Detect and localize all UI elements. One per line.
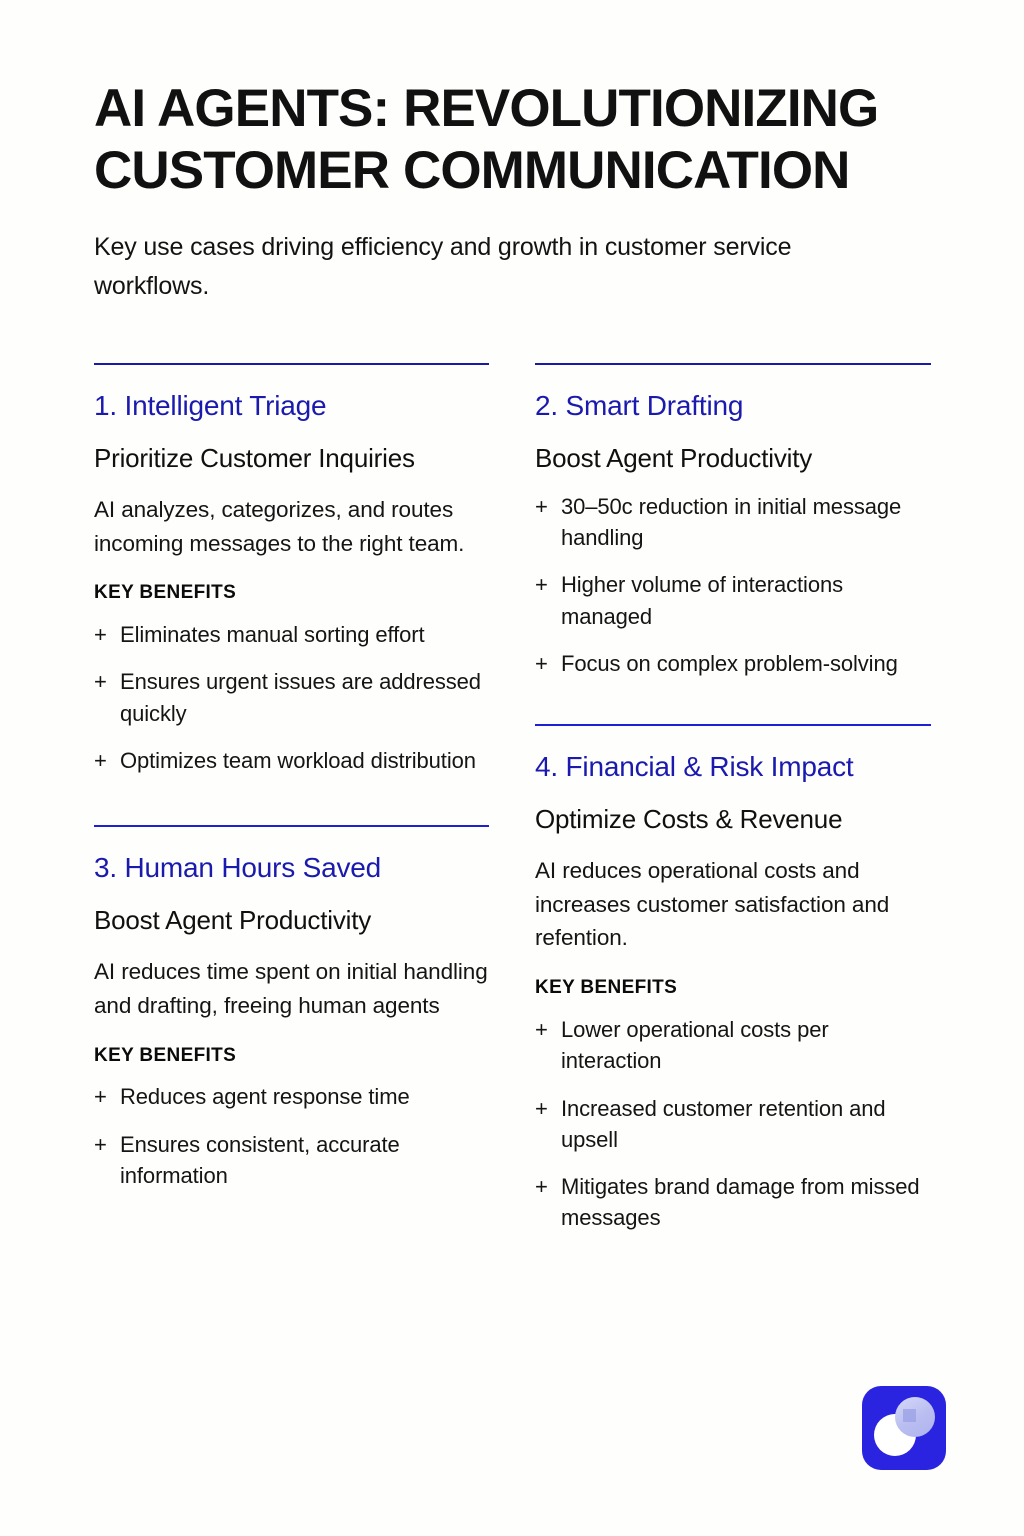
list-item <box>535 491 931 553</box>
benefit-text: Optimizes team workload distribution <box>120 747 476 773</box>
section-divider-1 <box>94 363 489 365</box>
section-divider-3 <box>94 825 489 827</box>
plus-icon: + <box>94 622 107 648</box>
plus-icon: + <box>535 572 548 598</box>
list-item <box>94 745 489 776</box>
brand-logo-icon <box>862 1386 946 1470</box>
plus-icon: + <box>94 669 107 695</box>
list-item <box>535 1093 931 1155</box>
section-4-subtitle: Optimize Costs & Revenue <box>535 803 843 834</box>
section-3-benefits-label: KEY BENEFITS <box>94 1044 237 1066</box>
section-human-hours-saved <box>94 851 489 1191</box>
list-item <box>535 1014 931 1076</box>
section-2-title: 2. Smart Drafting <box>535 390 744 421</box>
page-subtitle: Key use cases driving efficiency and growth in customer service workflows. <box>94 233 792 300</box>
plus-icon: + <box>535 493 548 519</box>
section-3-benefits-list <box>94 1081 489 1191</box>
section-1-title: 1. Intelligent Triage <box>94 390 327 421</box>
plus-icon: + <box>535 1173 548 1199</box>
section-3-title: 3. Human Hours Saved <box>94 852 382 884</box>
section-divider-2 <box>535 363 931 365</box>
section-intelligent-triage <box>94 389 489 776</box>
list-item <box>94 666 489 728</box>
section-2-subtitle: Boost Agent Productivity <box>535 442 813 473</box>
section-4-benefits-list <box>535 1014 931 1233</box>
section-4-title: 4. Financial & Risk Impact <box>535 751 854 783</box>
benefit-text: Ensures urgent issues are addressed quickly <box>120 669 481 726</box>
plus-icon: + <box>94 1131 107 1157</box>
content-columns <box>94 363 930 1233</box>
list-item <box>94 619 489 650</box>
list-item <box>535 1171 931 1233</box>
section-4-description: AI reduces operational costs and increases customer satisfaction and refention. <box>535 857 890 951</box>
benefit-text: Ensures consistent, accurate information <box>120 1131 400 1188</box>
logo-circle-lavender <box>895 1397 935 1437</box>
section-1-benefits-label: KEY BENEFITS <box>94 582 237 604</box>
benefit-text: Focus on complex problem-solving <box>561 650 898 676</box>
list-item <box>94 1129 489 1191</box>
logo-facet <box>903 1409 916 1422</box>
section-4-benefits-label: KEY BENEFITS <box>535 977 678 999</box>
benefit-text: Higher volume of interactions managed <box>561 572 844 629</box>
page-title: AI AGENTS: REVOLUTIONIZING CUSTOMER COMMUNICATION <box>94 79 879 200</box>
section-smart-drafting <box>535 389 931 679</box>
section-1-subtitle: Prioritize Customer Inquiries <box>94 442 415 473</box>
section-financial-risk-impact <box>535 750 931 1233</box>
benefit-text: Eliminates manual sorting effort <box>120 622 425 648</box>
plus-icon: + <box>535 1017 548 1043</box>
benefit-text: Reduces agent response time <box>120 1084 410 1110</box>
list-item <box>535 648 931 679</box>
section-divider-4 <box>535 724 931 726</box>
left-column <box>94 363 489 1191</box>
right-column <box>535 363 931 1233</box>
plus-icon: + <box>535 1095 548 1121</box>
section-1-description: AI analyzes, categorizes, and routes incoming messages to the right team. <box>94 496 465 556</box>
plus-icon: + <box>535 650 548 676</box>
benefit-text: 30–50c reduction in initial message handling <box>561 493 902 551</box>
section-2-benefits-list <box>535 491 931 679</box>
plus-icon: + <box>94 1084 107 1110</box>
benefit-text: Mitigates brand damage from missed messages <box>561 1173 920 1231</box>
section-3-description: AI reduces time spent on initial handling and drafting, freeing human agents <box>94 959 488 1018</box>
list-item <box>535 569 931 631</box>
plus-icon: + <box>94 747 107 773</box>
section-3-subtitle: Boost Agent Productivity <box>94 904 372 935</box>
benefit-text: Lower operational costs per interaction <box>561 1017 829 1074</box>
benefit-text: Increased customer retention and upsell <box>561 1095 886 1152</box>
list-item <box>94 1081 489 1112</box>
section-1-benefits-list <box>94 619 489 776</box>
